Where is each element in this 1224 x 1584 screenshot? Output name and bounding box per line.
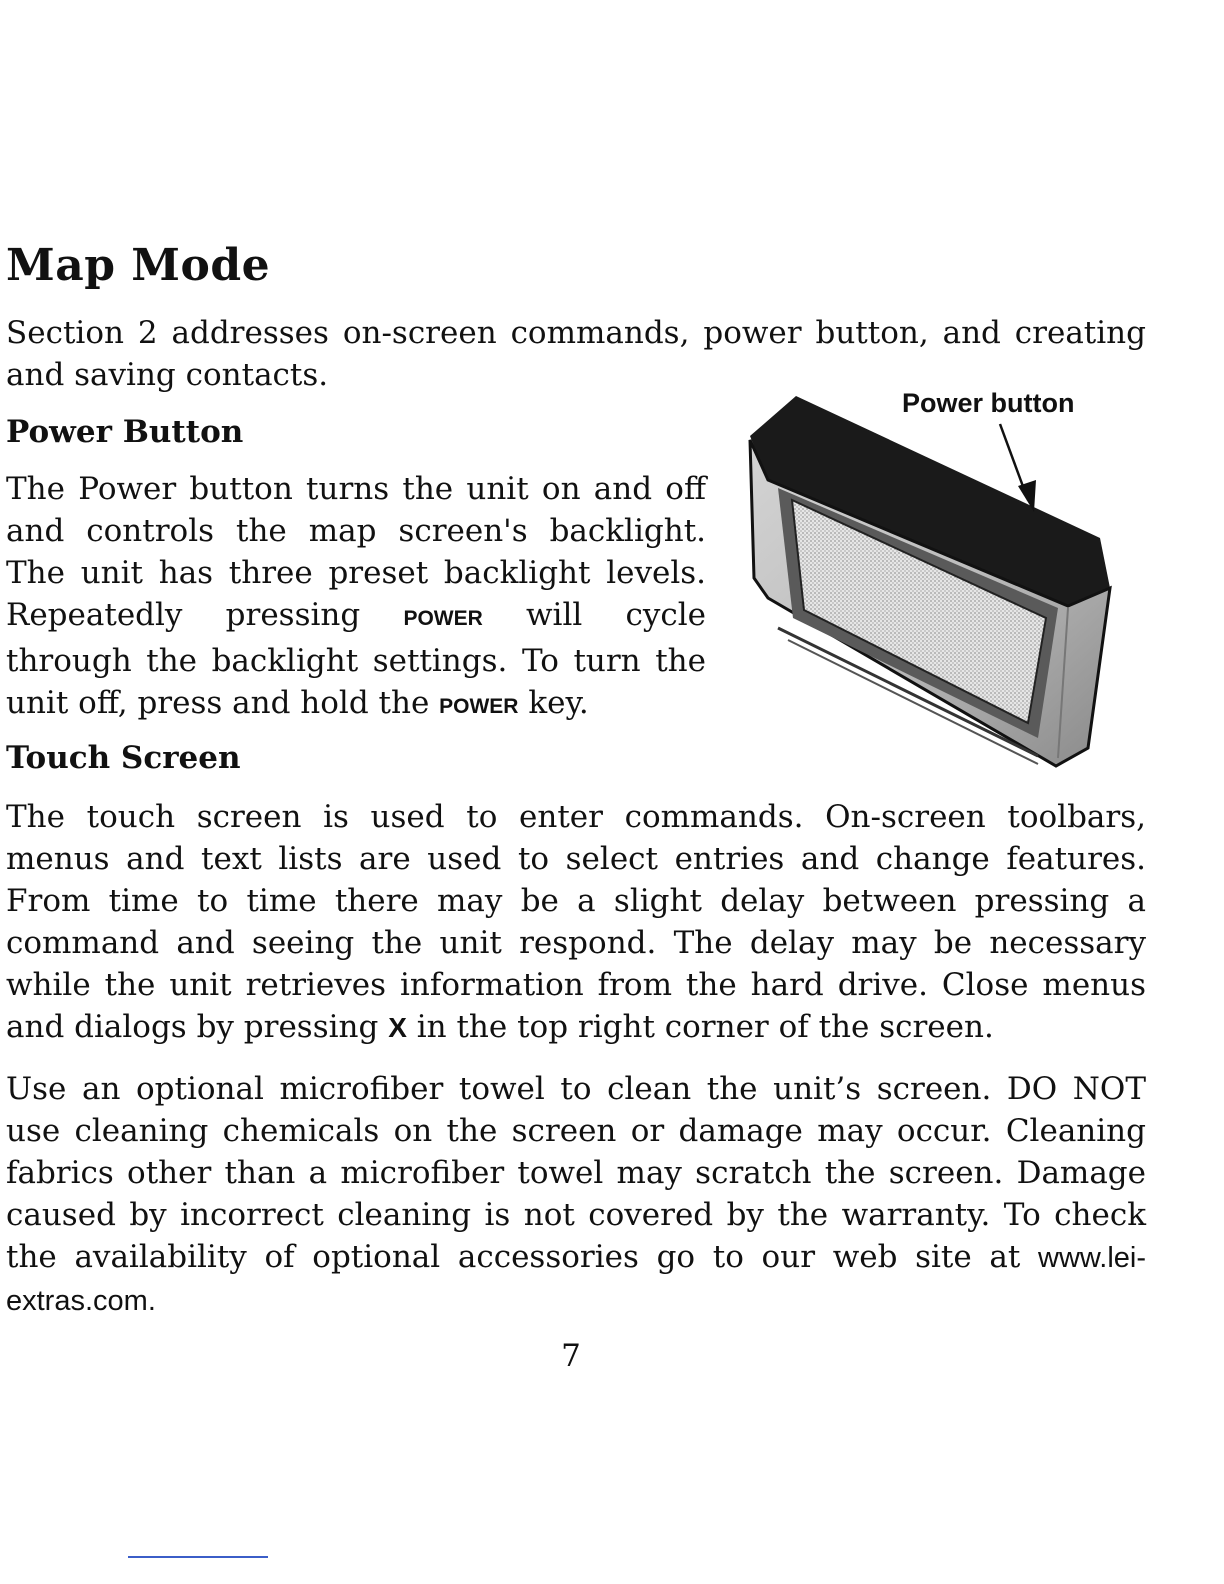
power-text-3: key. <box>518 685 589 721</box>
gps-unit-image <box>738 388 1118 778</box>
device-illustration <box>738 388 1118 778</box>
close-key-label: X <box>388 1012 407 1043</box>
touch-screen-paragraph <box>6 796 1146 1049</box>
touch-text-2: in the top right corner of the screen. <box>406 1009 994 1045</box>
intro-paragraph: Section 2 addresses on-screen commands, power button, and creating and saving contacts. <box>6 315 1146 393</box>
power-button-callout: Power button <box>902 388 1075 418</box>
page-number: 7 <box>561 1338 581 1374</box>
power-key-label: POWER <box>439 695 519 718</box>
cleaning-paragraph <box>6 1068 1146 1322</box>
footer-rule <box>128 1556 268 1558</box>
power-text-1: The Power button turns the unit on and off and controls the map screen's backlight. The unit has three preset backlight levels. Repeatedly pressing <box>6 471 706 633</box>
website-link[interactable]: www.lei-extras.com. <box>6 1242 1146 1317</box>
touch-text-1: The touch screen is used to enter commands. On-screen toolbars, menus and text lists are used to select entries and change features. From time to time there may be a slight delay between pressing a command and seeing the unit respond. The delay may be necessary while the unit retrieves information from the hard drive. Close menus and dialogs by pressing <box>6 799 1146 1045</box>
power-button-heading: Power Button <box>6 414 244 450</box>
power-text-2: will cycle through the backlight settings. To turn the unit off, press and hold the <box>6 597 706 721</box>
page-title: Map Mode <box>6 240 271 291</box>
touch-screen-heading: Touch Screen <box>6 740 241 776</box>
cleaning-text: Use an optional microfiber towel to clean the unit’s screen. DO NOT use cleaning chemicals on the screen or damage may occur. Cleaning fabrics other than a microfiber towel may scratch the screen. Damage caused by incorrect cleaning is not covered by the warranty. To check the availability of optional accessories go to our web site at <box>6 1071 1146 1275</box>
power-button-paragraph <box>6 468 706 728</box>
power-key-label: POWER <box>403 607 483 630</box>
